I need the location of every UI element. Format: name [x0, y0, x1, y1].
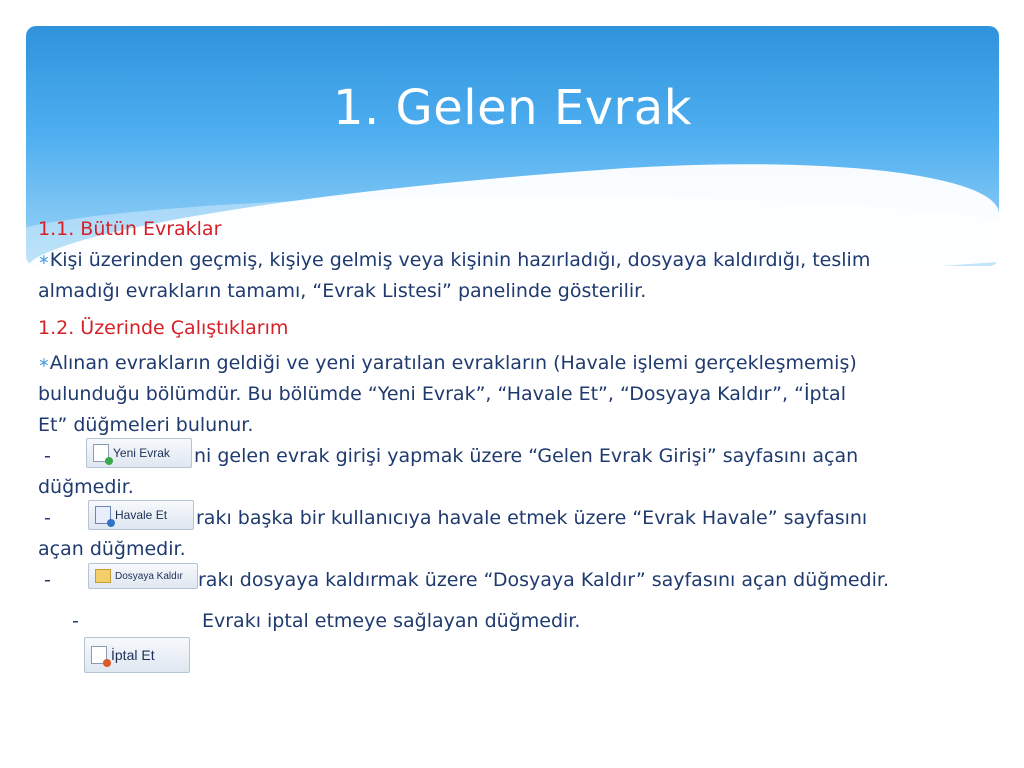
item-yeni-evrak [38, 441, 988, 472]
item-text: ni gelen evrak girişi yapmak üzere “Gelen Evrak Girişi” sayfasını açan [194, 445, 859, 467]
section2-text-end: Et” düğmeleri bulunur. [38, 414, 254, 436]
slide-content [38, 214, 988, 677]
section2-text: Alınan evrakların geldiği ve yeni yaratılan evrakların (Havale işlemi gerçekleşmemiş) [49, 352, 857, 374]
forward-mail-icon [95, 506, 111, 524]
item-dash: - [44, 507, 51, 529]
iptal-et-label: İptal Et [111, 646, 155, 663]
new-document-icon [93, 444, 109, 462]
item-text: Evrakı iptal etmeye sağlayan düğmedir. [202, 610, 581, 632]
item-dash: - [44, 569, 51, 591]
section1-line1 [38, 245, 988, 276]
yeni-evrak-label: Yeni Evrak [113, 445, 170, 460]
section1-text-cont: almadığı evrakların tamamı, “Evrak Listesi” panelinde gösterilir. [38, 280, 647, 302]
section2-heading: 1.2. Üzerinde Çalıştıklarım [38, 317, 289, 339]
section2-text-cont: bulunduğu bölümdür. Bu bölümde “Yeni Evrak”, “Havale Et”, “Dosyaya Kaldır”, “İptal [38, 383, 846, 405]
bullet-star-icon: ∗ [38, 252, 50, 268]
item-dash: - [44, 445, 51, 467]
havale-et-label: Havale Et [115, 507, 168, 522]
item-dash: - [72, 610, 79, 632]
cancel-document-icon [91, 646, 107, 664]
bullet-star-icon: ∗ [38, 355, 50, 371]
section2-line3 [38, 410, 988, 441]
havale-et-button[interactable] [88, 500, 194, 530]
folder-icon [95, 569, 111, 583]
yeni-evrak-button[interactable] [86, 438, 192, 468]
iptal-et-button-row [38, 637, 988, 677]
item-text: rakı dosyaya kaldırmak üzere “Dosyaya Kaldır” sayfasını açan düğmedir. [198, 569, 889, 591]
section2-line1 [38, 348, 988, 379]
section2-line2 [38, 379, 988, 410]
item-iptal-et [38, 606, 988, 637]
item-yeni-evrak-cont [38, 472, 988, 503]
iptal-et-button[interactable] [84, 637, 190, 673]
item-text-cont: düğmedir. [38, 476, 134, 498]
dosyaya-kaldir-label: Dosyaya Kaldır [115, 570, 183, 582]
section1-line2 [38, 276, 988, 307]
item-dosyaya-kaldir [38, 565, 988, 596]
section1-heading: 1.1. Bütün Evraklar [38, 218, 222, 240]
section1-text: Kişi üzerinden geçmiş, kişiye gelmiş veya kişinin hazırladığı, dosyaya kaldırdığı, teslim [49, 249, 871, 271]
item-havale-et [38, 503, 988, 534]
slide-title: 1. Gelen Evrak [332, 80, 692, 136]
item-text: rakı başka bir kullanıcıya havale etmek üzere “Evrak Havale” sayfasını [196, 507, 868, 529]
dosyaya-kaldir-button[interactable] [88, 563, 198, 589]
item-text-cont: açan düğmedir. [38, 538, 186, 560]
